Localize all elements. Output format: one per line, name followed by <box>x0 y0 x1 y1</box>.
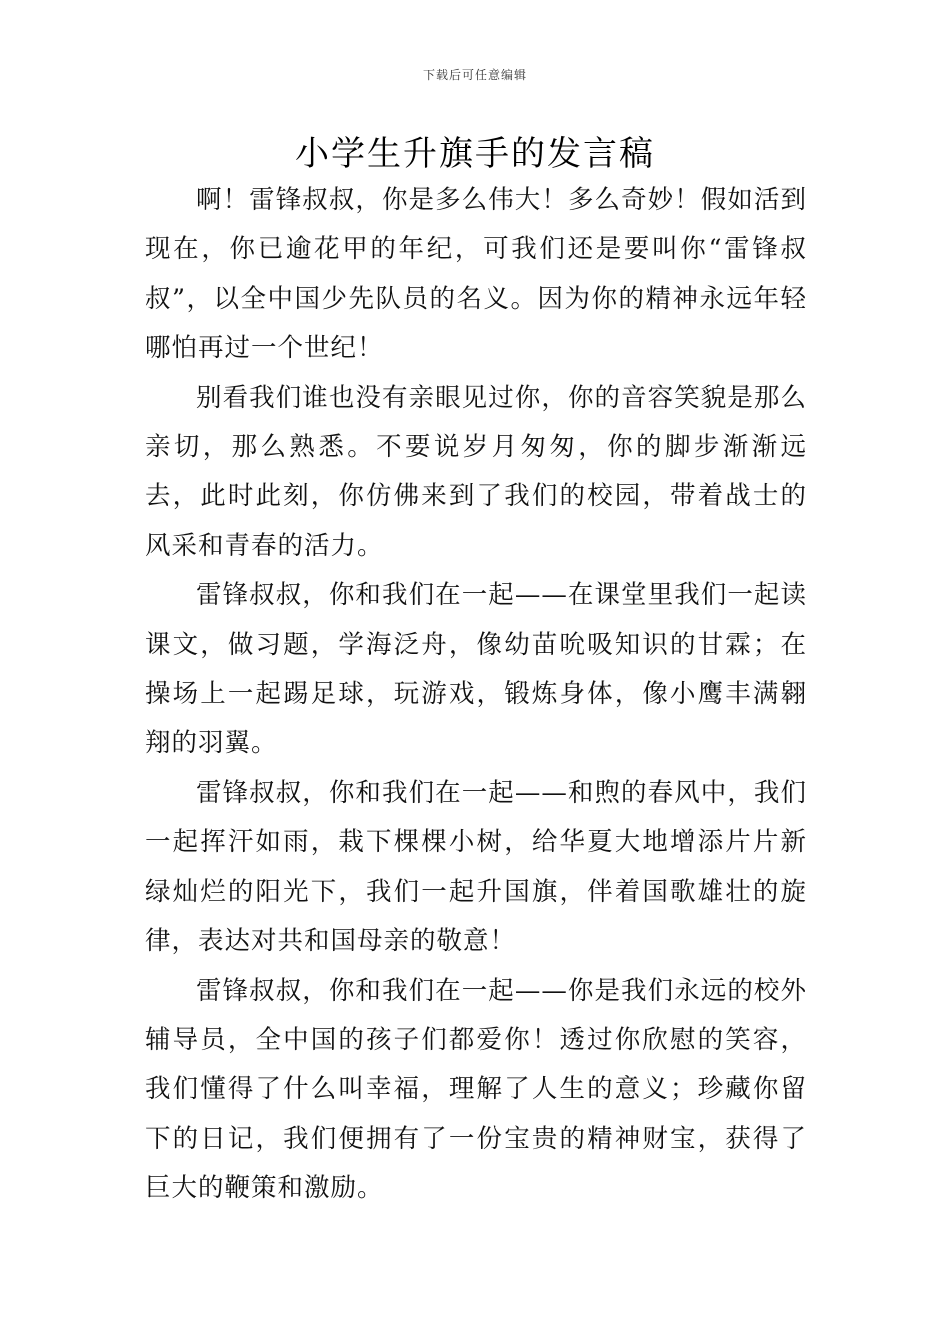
paragraph-2: 别看我们谁也没有亲眼见过你，你的音容笑貌是那么亲切，那么熟悉。不要说岁月匆匆，你的脚步渐渐远去，此时此刻，你仿佛来到了我们的校园，带着战士的风采和青春的活力。 <box>145 382 807 561</box>
page-title: 小学生升旗手的发言稿 <box>295 134 655 174</box>
paragraph-1: 啊！雷锋叔叔，你是多么伟大！多么奇妙！假如活到现在，你已逾花甲的年纪，可我们还是要叫你“雷锋叔叔”，以全中国少先队员的名义。因为你的精神永远年轻哪怕再过一个世纪！ <box>145 185 807 364</box>
paragraph-4: 雷锋叔叔，你和我们在一起——和煦的春风中，我们一起挥汗如雨，栽下棵棵小树，给华夏大地增添片片新绿灿烂的阳光下，我们一起升国旗，伴着国歌雄壮的旋律，表达对共和国母亲的敬意！ <box>145 777 807 957</box>
paragraph-5: 雷锋叔叔，你和我们在一起——你是我们永远的校外辅导员，全中国的孩子们都爱你！透过你欣慰的笑容，我们懂得了什么叫幸福，理解了人生的意义；珍藏你留下的日记，我们便拥有了一份宝贵的精神财宝，获得了巨大的鞭策和激励。 <box>145 975 807 1204</box>
paragraph-3: 雷锋叔叔，你和我们在一起——在课堂里我们一起读课文，做习题，学海泛舟，像幼苗吮吸知识的甘霖；在操场上一起踢足球，玩游戏，锻炼身体，像小鹰丰满翱翔的羽翼。 <box>145 580 807 759</box>
header-note: 下载后可任意编辑 <box>422 68 527 82</box>
document-body <box>145 176 807 1214</box>
